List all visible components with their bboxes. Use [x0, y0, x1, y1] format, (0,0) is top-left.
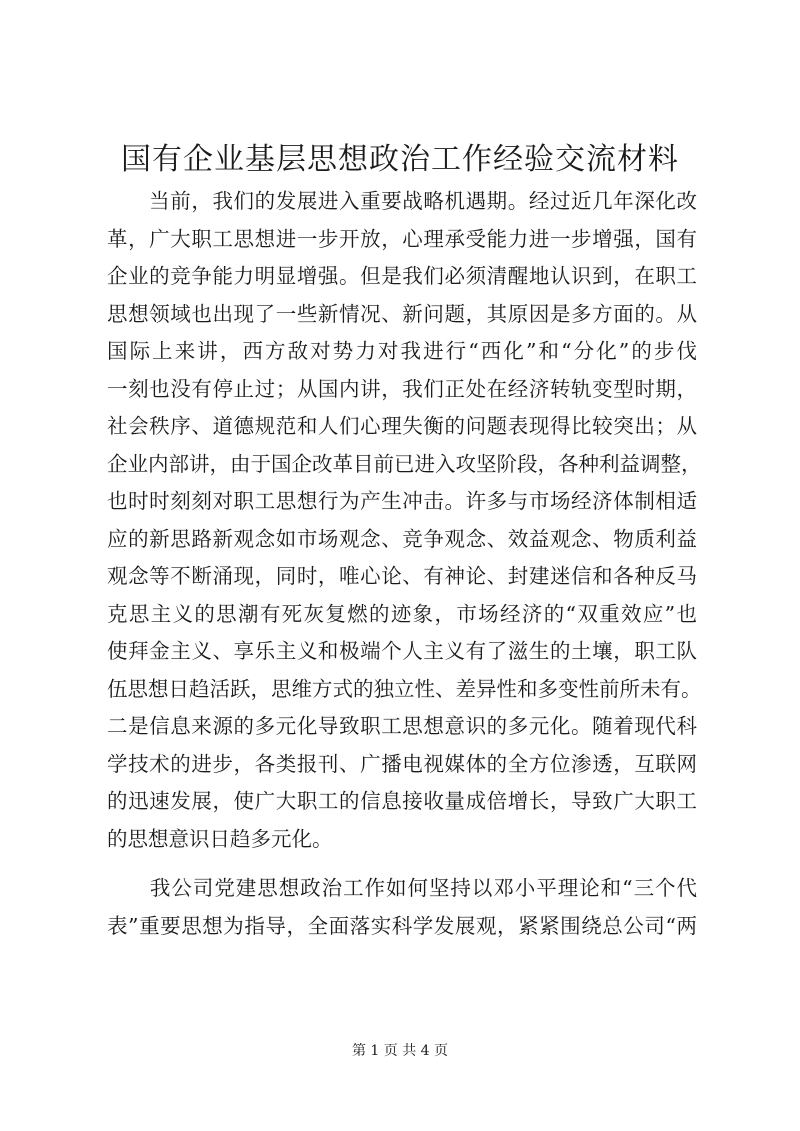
text-line: 学技术的进步，各类报刊、广播电视媒体的全方位渗透，互联网: [107, 751, 697, 776]
paragraph-spacer: [107, 858, 697, 870]
text-line: 的迅速发展，使广大职工的信息接收量成倍增长，导致广大职工: [107, 789, 697, 813]
text-line: 应的新思路新观念如市场观念、竞争观念、效益观念、物质利益: [107, 526, 697, 551]
document-title: 国有企业基层思想政治工作经验交流材料: [121, 142, 679, 177]
paragraph-1: [107, 183, 702, 858]
text-line: 我公司党建思想政治工作如何坚持以邓小平理论和“三个代: [107, 876, 697, 900]
text-line: 一刻也没有停止过；从国内讲，我们正处在经济转轨变型时期，: [107, 376, 697, 401]
text-line: 使拜金主义、享乐主义和极端个人主义有了滋生的土壤，职工队: [107, 639, 697, 663]
text-line: 国际上来讲，西方敌对势力对我进行“西化”和“分化”的步伐: [107, 339, 697, 363]
text-line: 克思主义的思潮有死灰复燃的迹象，市场经济的“双重效应”也: [107, 601, 697, 626]
text-line: 当前，我们的发展进入重要战略机遇期。经过近几年深化改: [107, 189, 697, 213]
paragraph-2: [107, 870, 697, 945]
text-line: 企业内部讲，由于国企改革目前已进入攻坚阶段，各种利益调整，: [107, 451, 702, 476]
text-line: 也时时刻刻对职工思想行为产生冲击。许多与市场经济体制相适: [107, 489, 697, 513]
document-body: [107, 183, 702, 945]
text-line: 企业的竞争能力明显增强。但是我们必须清醒地认识到，在职工: [107, 264, 697, 288]
text-line: 革，广大职工思想进一步开放，心理承受能力进一步增强，国有: [107, 226, 697, 251]
text-line: 二是信息来源的多元化导致职工思想意识的多元化。随着现代科: [107, 714, 697, 738]
text-line: 社会秩序、道德规范和人们心理失衡的问题表现得比较突出；从: [107, 414, 697, 438]
text-line: 伍思想日趋活跃，思维方式的独立性、差异性和多变性前所未有。: [107, 676, 702, 701]
text-line: 思想领域也出现了一些新情况、新问题，其原因是多方面的。从: [107, 301, 697, 326]
text-line: 的思想意识日趋多元化。: [107, 826, 333, 851]
text-line: 观念等不断涌现，同时，唯心论、有神论、封建迷信和各种反马: [107, 564, 697, 588]
page-footer: 第 1 页 共 4 页: [351, 1043, 449, 1059]
text-line: 表”重要思想为指导，全面落实科学发展观，紧紧围绕总公司“两: [107, 913, 697, 938]
